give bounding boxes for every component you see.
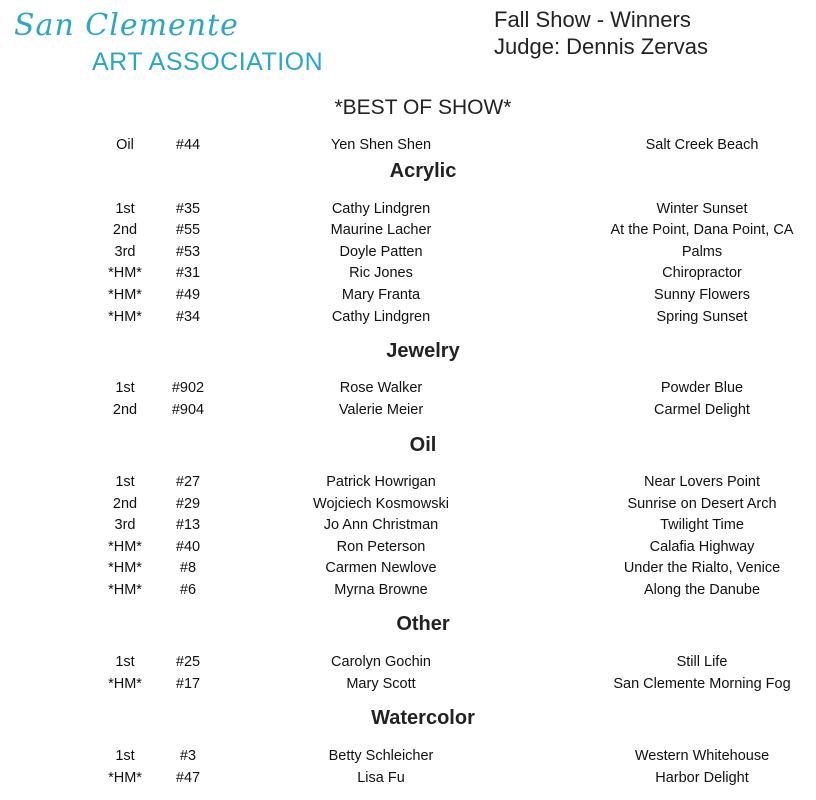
entry-title: San Clemente Morning Fog: [613, 676, 791, 692]
entry-artist: Doyle Patten: [339, 244, 423, 260]
entry-title: Salt Creek Beach: [645, 137, 759, 153]
entry-artist: Ron Peterson: [336, 539, 426, 555]
entry-artist: Yen Shen Shen: [330, 137, 432, 153]
entry-artist: Mary Scott: [346, 676, 416, 692]
entry-place: 1st: [115, 380, 135, 396]
entry-title: Twilight Time: [660, 517, 744, 533]
section-heading-acrylic: Acrylic: [389, 160, 457, 182]
entry-place: *HM*: [108, 309, 142, 325]
entry-artist: Cathy Lindgren: [331, 201, 431, 217]
entry-number: #35: [175, 201, 201, 217]
entry-place: *HM*: [108, 265, 142, 281]
entry-place: *HM*: [108, 539, 142, 555]
entry-place: 2nd: [112, 496, 138, 512]
entry-artist: Carmen Newlove: [325, 560, 437, 576]
entry-title: Harbor Delight: [655, 770, 749, 786]
entry-place: *HM*: [108, 582, 142, 598]
entry-title: Calafia Highway: [649, 539, 755, 555]
table-row: [0, 539, 816, 561]
entry-title: Under the Rialto, Venice: [623, 560, 781, 576]
entry-number: #40: [175, 539, 201, 555]
entry-number: #8: [179, 560, 197, 576]
entry-number: #13: [175, 517, 201, 533]
entry-artist: Myrna Browne: [334, 582, 428, 598]
entry-number: #3: [179, 748, 197, 764]
table-row: [0, 582, 816, 604]
entry-place: 1st: [115, 474, 135, 490]
page-title-line1: Fall Show - Winners: [494, 7, 691, 32]
section-heading-watercolor: Watercolor: [371, 707, 475, 729]
entry-place: 1st: [115, 201, 135, 217]
entry-number: #904: [171, 402, 205, 418]
entry-artist: Mary Franta: [341, 287, 421, 303]
entry-place: *HM*: [108, 770, 142, 786]
section-heading-other: Other: [396, 613, 450, 635]
entry-place: *HM*: [108, 676, 142, 692]
entry-artist: Maurine Lacher: [330, 222, 432, 238]
entry-artist: Carolyn Gochin: [331, 654, 431, 670]
best-of-show-heading: *BEST OF SHOW*: [334, 96, 512, 119]
logo: [8, 8, 324, 78]
judge-line: Judge: Dennis Zervas: [494, 34, 708, 59]
table-row: [0, 517, 816, 539]
entry-number: #902: [171, 380, 205, 396]
table-row: [0, 560, 816, 582]
table-row: [0, 402, 816, 424]
entry-title: Powder Blue: [660, 380, 744, 396]
entry-place: 1st: [115, 654, 135, 670]
entry-place: 2nd: [112, 402, 138, 418]
entry-number: #55: [175, 222, 201, 238]
entry-artist: Patrick Howrigan: [326, 474, 436, 490]
table-row: [0, 201, 816, 223]
entry-place: 3rd: [114, 517, 136, 533]
entry-number: #29: [175, 496, 201, 512]
entry-artist: Ric Jones: [349, 265, 413, 281]
table-row: [0, 309, 816, 331]
table-row: [0, 474, 816, 496]
table-row: [0, 748, 816, 770]
entry-artist: Rose Walker: [339, 380, 423, 396]
entry-artist: Cathy Lindgren: [331, 309, 431, 325]
entry-place: 2nd: [112, 222, 138, 238]
entry-artist: Jo Ann Christman: [323, 517, 439, 533]
entry-number: #44: [175, 137, 201, 153]
entry-number: #6: [179, 582, 197, 598]
table-row: [0, 265, 816, 287]
section-heading-jewelry: Jewelry: [386, 340, 460, 362]
entry-place: 3rd: [114, 244, 136, 260]
table-row: [0, 380, 816, 402]
entry-place: *HM*: [108, 287, 142, 303]
entry-title: Winter Sunset: [656, 201, 748, 217]
entry-title: Along the Danube: [643, 582, 761, 598]
entry-title: Near Lovers Point: [643, 474, 761, 490]
entry-number: #53: [175, 244, 201, 260]
entry-artist: Wojciech Kosmowski: [313, 496, 449, 512]
section-heading-oil: Oil: [409, 434, 437, 456]
entry-title: Carmel Delight: [654, 402, 750, 418]
entry-artist: Valerie Meier: [338, 402, 424, 418]
entry-title: Spring Sunset: [656, 309, 748, 325]
entry-title: Sunny Flowers: [654, 287, 750, 303]
entry-number: #17: [175, 676, 201, 692]
entry-artist: Lisa Fu: [357, 770, 405, 786]
best-of-show-row: [0, 137, 816, 159]
entry-title: Chiropractor: [662, 265, 742, 281]
entry-title: At the Point, Dana Point, CA: [610, 222, 794, 238]
table-row: [0, 222, 816, 244]
table-row: [0, 654, 816, 676]
entry-number: #34: [175, 309, 201, 325]
page-title: [494, 6, 794, 60]
table-row: [0, 244, 816, 266]
logo-caps-text: ART ASSOCIATION: [92, 48, 324, 76]
entry-number: #25: [175, 654, 201, 670]
entry-artist: Betty Schleicher: [328, 748, 434, 764]
entry-place: 1st: [115, 748, 135, 764]
entry-place: *HM*: [108, 560, 142, 576]
table-row: [0, 287, 816, 309]
table-row: [0, 496, 816, 518]
entry-number: #31: [175, 265, 201, 281]
entry-number: #27: [175, 474, 201, 490]
entry-title: Sunrise on Desert Arch: [627, 496, 777, 512]
logo-script-text: San Clemente: [14, 8, 239, 43]
table-row: [0, 676, 816, 698]
entry-number: #47: [175, 770, 201, 786]
table-row: [0, 770, 816, 792]
entry-title: Palms: [681, 244, 723, 260]
entry-title: Still Life: [676, 654, 728, 670]
entry-place: Oil: [116, 137, 134, 153]
entry-number: #49: [175, 287, 201, 303]
entry-title: Western Whitehouse: [634, 748, 770, 764]
